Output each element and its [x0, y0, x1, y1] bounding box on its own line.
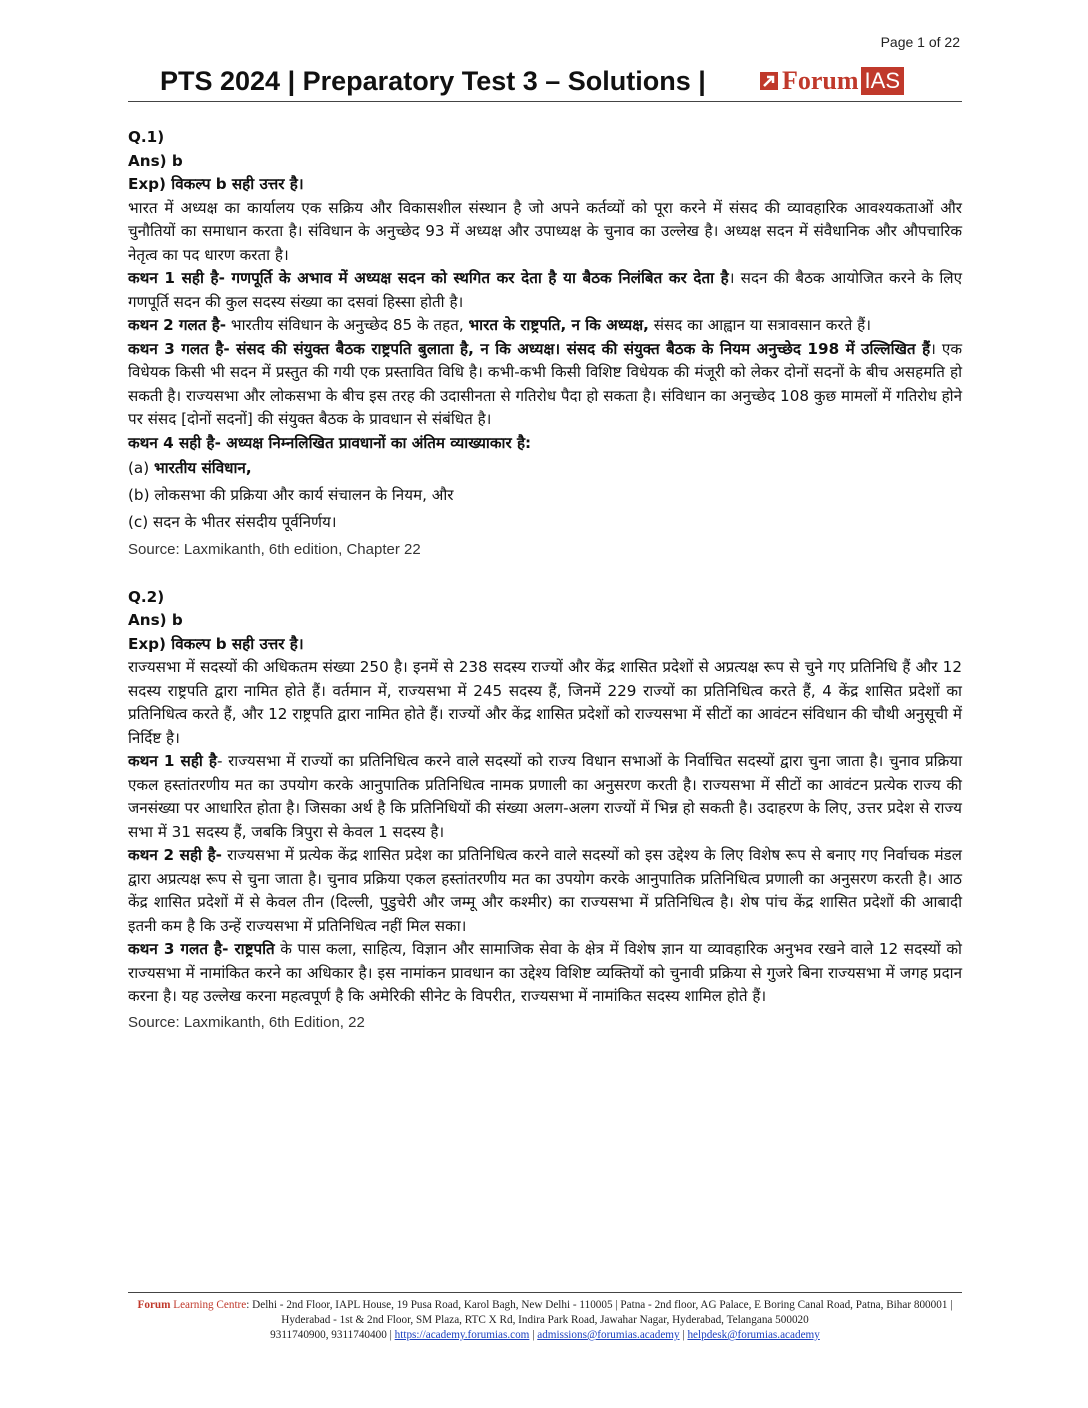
list-text: लोकसभा की प्रक्रिया और कार्य संचालन के नियम, और	[154, 486, 454, 504]
explanation-intro: भारत में अध्यक्ष का कार्यालय एक सक्रिय और विकासशील संस्थान है जो अपने कर्तव्यों को पूरा करने में संसद की व्यावहारिक आवश्यकताओं और चुनौतियों का समाधान करता है। संविधान के अनुच्छेद 93 में अध्यक्ष और उपाध्यक्ष के चुनाव का उल्लेख है। अध्यक्ष सदन में संवैधानिक और औपचारिक नेतृत्व का पद धारण करता है।	[128, 198, 962, 264]
statement-text: । सदन की बैठक आयोजित करने के लिए गणपूर्ति सदन की कुल सदस्य संख्या का दसवां हिस्सा होती है।	[128, 269, 962, 311]
question-label: Q.2)	[128, 587, 165, 606]
document-title: PTS 2024 | Preparatory Test 3 – Solutions |	[160, 66, 706, 96]
solutions-content	[128, 126, 962, 1034]
forumias-logo	[758, 66, 904, 96]
page-footer	[128, 1292, 962, 1343]
statement-text: के पास कला, साहित्य, विज्ञान और सामाजिक सेवा के क्षेत्र में विशेष ज्ञान या व्यावहारिक अनुभव रखने वाले 12 सदस्यों को राज्यसभा में नामांकित करने का अधिकार है। इस नामांकन प्रावधान का उद्देश्य विशिष्ट व्यक्तियों को चुनावी प्रक्रिया से गुजरे बिना राज्यसभा में जगह प्रदान करना है। यह उल्लेख करना महत्वपूर्ण है कि अमेरिकी सीनेट के विपरीत, राज्यसभा में नामांकित सदस्य शामिल होते हैं।	[128, 940, 962, 1005]
page-number: Page 1 of 22	[880, 34, 960, 50]
source-citation: Source: Laxmikanth, 6th Edition, 22	[128, 1013, 365, 1031]
statement-text: । एक विधेयक किसी भी सदन में प्रस्तुत की गयी एक प्रस्तावित विधि है। कभी-कभी किसी विशिष्ट विधेयक की मंजूरी को लेकर दोनों सदनों के बीच असहमति हो सकती है। राज्यसभा और लोकसभा के बीच इस तरह की उदासीनता से गतिरोध पैदा हो सकता है। संविधान का अनुच्छेद 108 कुछ मामलों में गतिरोध होने पर संसद [दोनों सदनों] की संयुक्त बैठक के प्रावधान से संबंधित है।	[128, 339, 962, 428]
statement-3	[128, 938, 962, 1009]
explanation-intro: राज्यसभा में सदस्यों की अधिकतम संख्या 250 है। इनमें से 238 सदस्य राज्यों और केंद्र शासित प्रदेशों से अप्रत्यक्ष रूप से चुने गए प्रतिनिधि हैं और 12 सदस्य राष्ट्रपति द्वारा नामित होते हैं। वर्तमान में, राज्यसभा में 245 सदस्य हैं, जिनमें 229 राज्यों का प्रतिनिधित्व करते हैं, 4 केंद्र शासित प्रदेशों का प्रतिनिधित्व करते हैं, और 12 राष्ट्रपति द्वारा नामित होते हैं। राज्यों और केंद्र शासित प्रदेशों को राज्यसभा में सीटों का आवंटन संविधान की चौथी अनुसूची में निर्दिष्ट है।	[128, 658, 962, 747]
list-text: भारतीय संविधान,	[154, 459, 252, 477]
statement-4	[128, 432, 962, 456]
statement-verdict: कथन 2 गलत है-	[128, 316, 227, 334]
statement-emphasis: भारत के राष्ट्रपति, न कि अध्यक्ष,	[468, 316, 649, 334]
list-item	[128, 455, 962, 482]
footer-separator: |	[529, 1329, 538, 1341]
logo-arrow-icon	[758, 70, 780, 92]
statement-verdict: कथन 2 सही है-	[128, 846, 222, 864]
statement-text: - राज्यसभा में राज्यों का प्रतिनिधित्व करने वाले सदस्यों को राज्य विधान सभाओं के निर्वाचित सदस्यों द्वारा चुना जाता है। चुनाव प्रक्रिया एकल हस्तांतरणीय मत का उपयोग करके आनुपातिक प्रतिनिधित्व नामक प्रणाली का अनुसरण करती है। राज्यसभा में सीटों का आवंटन प्रत्येक राज्य की जनसंख्या पर आधारित होता है। जिसका अर्थ है कि प्रतिनिधियों की संख्या अलग-अलग राज्यों में भिन्न हो सकती है। उदाहरण के लिए, उत्तर प्रदेश से राज्य सभा में 31 सदस्य हैं, जबकि त्रिपुरा से केवल 1 सदस्य है।	[128, 752, 963, 841]
footer-phones: 9311740900, 9311740400 |	[270, 1329, 395, 1341]
answer-label: Ans) b	[128, 151, 183, 170]
list-marker: (b)	[128, 486, 155, 504]
academy-link[interactable]: https://academy.forumias.com	[394, 1329, 530, 1341]
section-gap	[128, 562, 962, 586]
statement-1	[128, 750, 962, 844]
logo-forum-text: Forum	[782, 66, 859, 95]
explanation-heading	[128, 633, 962, 657]
list-text: सदन के भीतर संसदीय पूर्वनिर्णय।	[153, 513, 337, 531]
statement-text: राज्यसभा में प्रत्येक केंद्र शासित प्रदेश का प्रतिनिधित्व करने वाले सदस्यों को इस उद्देश्य के लिए विशेष रूप से बनाए गए निर्वाचक मंडल द्वारा अप्रत्यक्ष रूप से चुना जाता है। चुनाव प्रक्रिया एकल हस्तांतरणीय मत का उपयोग करके आनुपातिक प्रतिनिधित्व प्रणाली का अनुसरण करती है। आठ केंद्र शासित प्रदेशों में से केवल तीन (दिल्ली, पुडुचेरी और जम्मू और कश्मीर) का राज्यसभा में प्रतिनिधित्व है। शेष पांच केंद्र शासित प्रदेशों की आबादी इतनी कम है कि उन्हें राज्यसभा में प्रतिनिधित्व नहीं मिल सका।	[128, 846, 962, 935]
list-marker: (c)	[128, 513, 154, 531]
explanation-heading	[128, 173, 962, 197]
page-header	[128, 58, 962, 102]
statement-verdict: कथन 3 गलत है- संसद की संयुक्त बैठक राष्ट्रपति बुलाता है, न कि अध्यक्ष। संसद की संयुक्त बैठक के नियम अनुच्छेद 198 में उल्लिखित हैं	[128, 339, 931, 358]
footer-brand-suffix: Learning Centre	[170, 1299, 247, 1311]
source-citation: Source: Laxmikanth, 6th edition, Chapter 22	[128, 541, 421, 558]
answer-label: Ans) b	[128, 611, 183, 629]
statement-verdict: कथन 4 सही है	[128, 433, 215, 452]
exp-label: Exp)	[128, 175, 172, 193]
statement-text: संसद का आह्वान या सत्रावसान करते हैं।	[648, 316, 871, 334]
helpdesk-email-link[interactable]: helpdesk@forumias.academy	[687, 1329, 820, 1341]
logo-ias-text: IAS	[861, 67, 904, 95]
statement-verdict: कथन 1 सही है- गणपूर्ति के अभाव में अध्यक्ष सदन को स्थगित कर देता है या बैठक निलंबित कर देता है	[128, 269, 729, 287]
statement-verdict: कथन 1 सही है	[128, 752, 217, 770]
statement-text: - अध्यक्ष निम्नलिखित प्रावधानों का अंतिम व्याख्याकार है:	[214, 433, 532, 452]
exp-text: विकल्प b सही उत्तर है।	[171, 175, 304, 193]
list-item	[128, 509, 962, 536]
statement-verdict: कथन 3 गलत है- राष्ट्रपति	[128, 940, 275, 958]
statement-1	[128, 267, 962, 314]
list-marker: (a)	[128, 459, 154, 477]
footer-separator: |	[679, 1329, 688, 1341]
statement-2	[128, 314, 962, 338]
footer-brand: Forum	[137, 1299, 171, 1311]
statement-2	[128, 844, 962, 938]
footer-addresses: : Delhi - 2nd Floor, IAPL House, 19 Pusa Road, Karol Bagh, New Delhi - 110005 | Patna - 2nd floor, AG Palace, E Boring Canal Road, Patna, Bihar 800001 | Hyderabad - 1st & 2nd Floor, SM Plaza, RTC X Rd, Indira Park Road, Jawahar Nagar, Hyderabad, Telangana 500020	[246, 1299, 953, 1326]
statement-text: भारतीय संविधान के अनुच्छेद 85 के तहत,	[226, 316, 469, 334]
exp-label: Exp)	[128, 634, 172, 653]
list-item	[128, 482, 962, 509]
admissions-email-link[interactable]: admissions@forumias.academy	[537, 1329, 680, 1341]
statement-3	[128, 338, 962, 432]
question-label: Q.1)	[128, 128, 165, 146]
exp-text: विकल्प b सही उत्तर है।	[171, 634, 304, 653]
